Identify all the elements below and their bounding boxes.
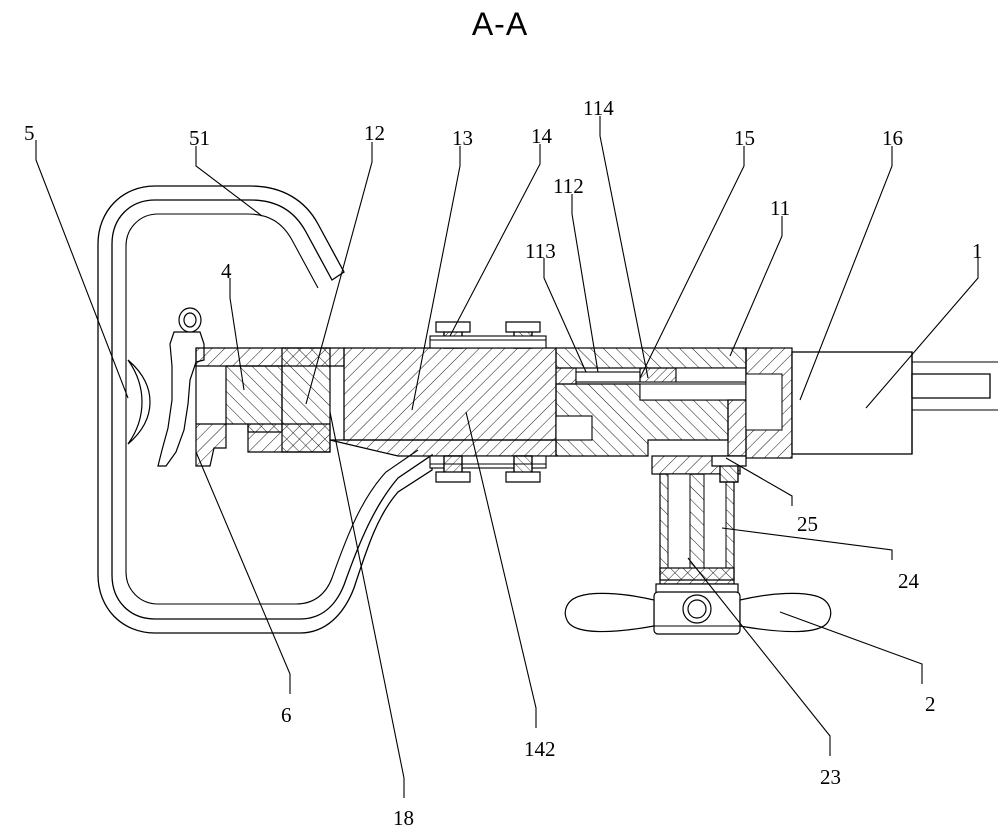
callout-23: 23 — [820, 765, 841, 789]
callout-14: 14 — [531, 124, 552, 148]
callout-25: 25 — [797, 512, 818, 536]
callout-24: 24 — [898, 569, 919, 593]
callout-15: 15 — [734, 126, 755, 150]
callout-2: 2 — [925, 692, 936, 716]
upper-bolts — [430, 322, 546, 348]
callout-4: 4 — [221, 259, 232, 283]
valve-stem-assembly — [652, 456, 746, 598]
t-handle — [565, 592, 830, 634]
trigger-lever — [128, 308, 204, 466]
callout-51: 51 — [189, 126, 210, 150]
callout-6: 6 — [281, 703, 292, 727]
lower-bolts — [430, 456, 546, 482]
callout-11: 11 — [770, 196, 791, 220]
figure-title: A-A — [471, 6, 529, 42]
callout-1: 1 — [972, 239, 983, 263]
callout-113: 113 — [525, 239, 556, 263]
callout-142: 142 — [524, 737, 556, 761]
callout-16: 16 — [882, 126, 903, 150]
callout-13: 13 — [452, 126, 473, 150]
callout-114: 114 — [583, 96, 614, 120]
callout-12: 12 — [364, 121, 385, 145]
callout-112: 112 — [553, 174, 584, 198]
callout-5: 5 — [24, 121, 35, 145]
callout-18: 18 — [393, 806, 414, 830]
